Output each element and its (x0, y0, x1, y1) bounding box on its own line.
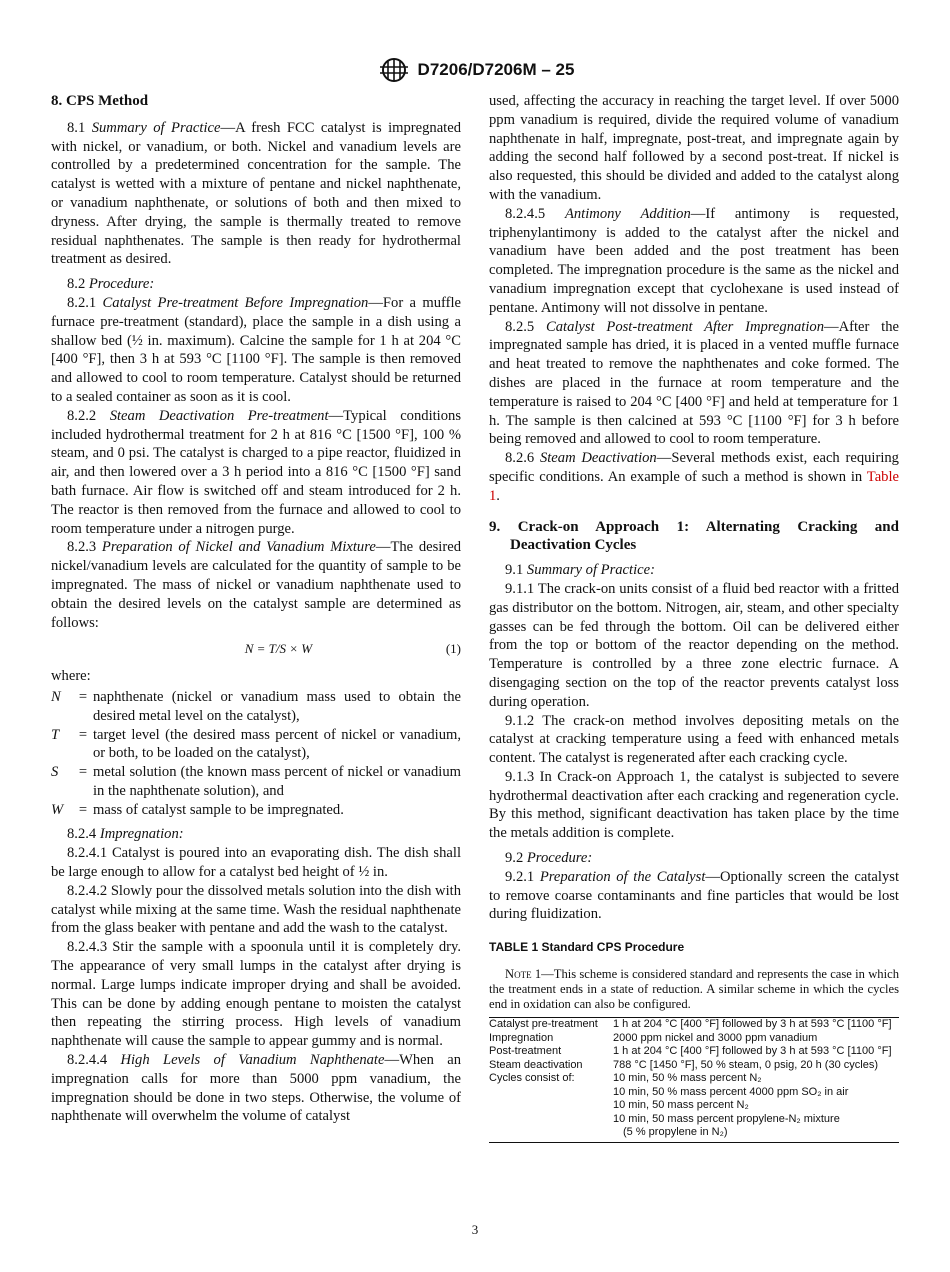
para-9-1-2: 9.1.2 The crack-on method involves depositing metals on the catalyst at cracking temperature using a feed with enhanced metals content. The catalyst is regenerated after each cracking cycle. (489, 712, 899, 767)
table-row: Steam deactivation 788 °C [1450 °F], 50 % steam, 0 psig, 20 h (30 cycles) (489, 1058, 878, 1071)
para-8-2-4-4: 8.2.4.4 High Levels of Vanadium Naphthenate—When an impregnation calls for more than 5000 ppm vanadium, the impregnation should be done in two steps. Otherwise, the volume of naphthenate will overwhelm the volume of catalyst (51, 1052, 461, 1125)
para-8-2-1: 8.2.1 Catalyst Pre-treatment Before Impregnation—For a muffle furnace pre-treatment (standard), place the sample in a dish using a shallow bed (½ in. maximum). Calcine the sample for 1 h at 204 °C [400 °F], then 3 h at 593 °C [1100 °F]. The sample is then removed and allowed to cool to room temperature. Catalyst should be returned to a sealed container as soon as it is cool. (51, 294, 462, 405)
table-1 (489, 1017, 899, 1143)
section-9-title: 9. Crack-on Approach 1: Alternating Cracking and Deactivation Cycles (489, 518, 899, 554)
para-8-1: 8.1 Summary of Practice—A fresh FCC catalyst is impregnated with nickel, or vanadium, or both. Nickel and vanadium levels are controlled by a predetermined concentration for the sample. The catalyst is wetted with a mixture of pentane and nickel naphthenate, or vanadium naphthenate, or solutions of both and then mixed to dryness. After drying, the sample is thermally treated to remove residual naphthenates. The sample is then ready for hydrothermal treatment as desired. (51, 119, 462, 268)
section-8-title: 8. CPS Method (51, 93, 149, 109)
para-8-2-4-3: 8.2.4.3 Stir the sample with a spoonula until it is completely dry. The appearance of very small lumps in the catalyst after drying is normal. Large lumps indicate improper drying and shall be avoided. This can be done by adding enough pentane to moisten the catalyst then repeating the stirring process. High levels of vanadium naphthenate will cause the sample to appear gummy and is normal. (51, 939, 461, 1050)
table-row: Post-treatment 1 h at 204 °C [400 °F] followed by 3 h at 593 °C [1100 °F] (489, 1045, 892, 1058)
table-1-title: TABLE 1 Standard CPS Procedure (489, 940, 685, 955)
astm-logo-icon (376, 57, 412, 83)
para-8-2-4-2: 8.2.4.2 Slowly pour the dissolved metals solution into the dish with catalyst while mixing at the same time. Wash the residual naphthenate from the glass beaker with pentane and add the wash to the catalyst. (51, 882, 461, 937)
definition-item: T = target level (the desired mass percent of nickel or vanadium, or both, to be loaded on the catalyst), (51, 726, 461, 762)
para-9-1-3: 9.1.3 In Crack-on Approach 1, the catalyst is subjected to severe hydrothermal deactivation after each cracking and regeneration cycle. By this method, significant deactivation has taken place by the time the metals addition is complete. (489, 768, 899, 842)
para-8-2-3: 8.2.3 Preparation of Nickel and Vanadium Mixture—The desired nickel/vanadium levels are calculated for the quantity of sample to be impregnated. The mass of nickel or vanadium naphthenate used to obtain the desired levels on the catalyst sample are determined as follows: (51, 539, 461, 631)
para-8-2-4: 8.2.4 Impregnation: (67, 826, 184, 843)
where-label: where: (51, 668, 91, 685)
para-9-1-1: 9.1.1 The crack-on units consist of a fluid bed reactor with a fritted gas distributor on the bottom. Nitrogen, air, steam, and other specialty gasses can be fed through the bottom. Oil can be delivered either from the top or bottom of the reactor depending on the method. Temperature is controlled by a three zone electric furnace. A disengaging section on the top of the reactor prevents catalyst loss during operation. (489, 580, 899, 710)
definition-item: W = mass of catalyst sample to be impregnated. (51, 801, 344, 818)
table-row: Cycles consist of: 10 min, 50 % mass percent N₂ (489, 1072, 762, 1085)
page-header (0, 55, 950, 85)
table-row: (5 % propylene in N₂) (489, 1126, 899, 1142)
definitions-list (51, 688, 461, 820)
table-row: Catalyst pre-treatment 1 h at 204 °C [400 °F] followed by 3 h at 593 °C [1100 °F] (489, 1018, 899, 1032)
para-continued: used, affecting the accuracy in reaching the target level. If over 5000 ppm vanadium is required, divide the required volume of vanadium naphthenate in half, impregnate, post-treat, and impregnate again by adding the second half followed by a second post-treat. If nickel is also requested, this should be divided and added to the catalyst along with the vanadium. (489, 93, 899, 203)
para-8-2-6: 8.2.6 Steam Deactivation—Several methods exist, each requiring specific conditions. An example of such a method is shown in Table 1. (489, 450, 899, 504)
para-8-2-5: 8.2.5 Catalyst Post-treatment After Impregnation—After the impregnated sample has dried, it is placed in a vented muffle furnace and heat treated to remove the naphthenates and coke formed. The dishes are placed in the furnace at room temperature and the temperature is raised to 204 °C [400 °F] and held at temperature for 1 h. The sample is then calcined at 593 °C [1100 °F] for 3 h before being removed and allowed to cool to room temperature. (489, 318, 899, 448)
para-8-2-4-5: 8.2.4.5 Antimony Addition—If antimony is requested, triphenylantimony is added to the catalyst after the nickel and vanadium have been added and the post treatment has been completed. The impregnation procedure is the same as the nickel and vanadium impregnation except that cyclohexane is used instead of pentane. Antimony will not dissolve in pentane. (489, 205, 899, 316)
para-8-2-4-1: 8.2.4.1 Catalyst is poured into an evaporating dish. The dish shall be large enough to allow for a catalyst bed height of ½ in. (51, 845, 461, 881)
table-1-note: Note 1—This scheme is considered standard and represents the case in which the treatment ends in a state of reduction. A similar scheme in which the cycles end in oxidation can also be configured. (489, 967, 899, 1012)
left-column (51, 92, 461, 1126)
right-column (489, 92, 899, 1143)
equation-1 (51, 640, 461, 659)
para-9-2-1: 9.2.1 Preparation of the Catalyst—Optionally screen the catalyst to remove coarse contaminants and fine particles that would be lost during fluidization. (489, 868, 899, 923)
definition-item: N = naphthenate (nickel or vanadium mass used to obtain the desired metal level on the catalyst), (51, 688, 461, 724)
para-9-2: 9.2 Procedure: (505, 850, 593, 867)
table-row: 10 min, 50 % mass percent 4000 ppm SO₂ in air (613, 1085, 849, 1098)
definition-item: S = metal solution (the known mass percent of nickel or vanadium in the naphthenate solution), and (51, 764, 461, 799)
document-id: D7206/D7206M – 25 (417, 60, 575, 79)
equation-text: N = T/S × W (244, 641, 313, 657)
table-1-link[interactable]: Table 1 (489, 468, 899, 504)
table-row: 10 min, 50 mass percent N₂ (613, 1099, 749, 1112)
para-8-2-2: 8.2.2 Steam Deactivation Pre-treatment—Typical conditions included hydrothermal treatment for 2 h at 816 °C [1500 °F], 100 % steam, and 0 psi. The catalyst is charged to a pipe reactor, fluidized in air, and then lowered over a 3 h period into a 816 °C [1500 °F] sand bath furnace. Air flow is switched off and steam introduced for 2 h. The reactor is then removed from the furnace and allowed to cool to room temperature under a nitrogen purge. (51, 407, 462, 537)
page-number: 3 (471, 1222, 479, 1237)
para-9-1: 9.1 Summary of Practice: (505, 562, 655, 579)
equation-number: (1) (445, 641, 461, 657)
table-row: Impregnation 2000 ppm nickel and 3000 ppm vanadium (489, 1031, 818, 1044)
table-row: 10 min, 50 mass percent propylene-N₂ mixture (613, 1112, 840, 1125)
para-8-2: 8.2 Procedure: (67, 276, 155, 293)
